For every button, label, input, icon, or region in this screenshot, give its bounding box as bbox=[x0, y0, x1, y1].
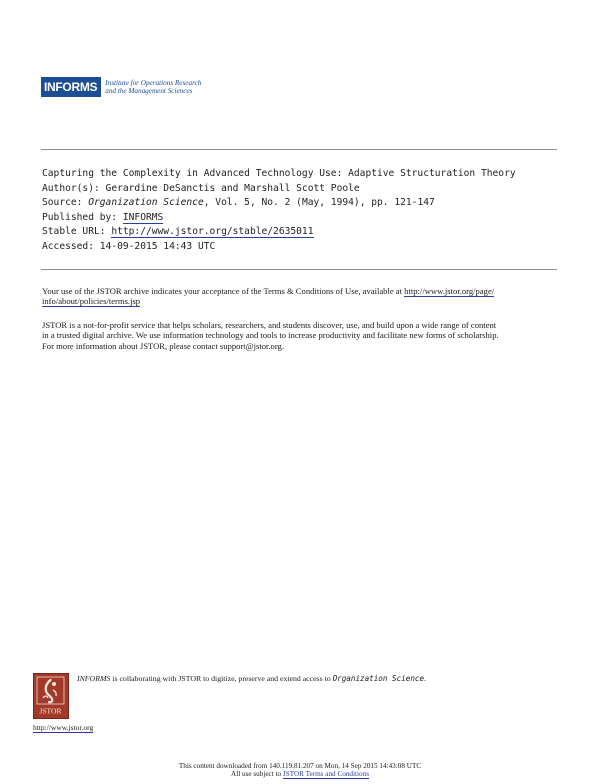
publisher-link[interactable]: INFORMS bbox=[122, 211, 164, 223]
jstor-info-line3: For more information about JSTOR, please contact support@jstor.org. bbox=[42, 340, 284, 351]
source-row bbox=[42, 196, 557, 211]
jstor-seal-icon bbox=[34, 674, 67, 717]
middle-divider bbox=[41, 269, 557, 270]
publisher-row bbox=[42, 211, 557, 226]
terms-link-part2[interactable]: info/about/policies/terms.jsp bbox=[42, 296, 141, 307]
collab-org: INFORMS bbox=[77, 674, 111, 683]
stable-url-row bbox=[42, 225, 557, 240]
informs-logo-mark: INFORMS bbox=[41, 77, 101, 97]
download-footer: This content downloaded from 140.119.81.207 on Mon, 14 Sep 2015 14:43:08 UTC bbox=[178, 762, 422, 770]
collab-text: is collaborating with JSTOR to digitize, preserve and extend access to bbox=[110, 674, 333, 683]
terms-footer-link[interactable]: JSTOR Terms and Conditions bbox=[282, 770, 369, 778]
accessed-row bbox=[42, 240, 557, 255]
terms-text: Your use of the JSTOR archive indicates your acceptance of the Terms & Conditions of Use, available at bbox=[42, 286, 405, 296]
informs-logo-text bbox=[105, 79, 201, 96]
article-title: Capturing the Complexity in Advanced Technology Use: Adaptive Structuration Theory bbox=[42, 168, 516, 179]
informs-logo-line2: and the Management Sciences bbox=[105, 87, 193, 95]
terms-footer bbox=[0, 770, 600, 778]
jstor-info-paragraph bbox=[42, 320, 558, 351]
collab-end: . bbox=[424, 674, 426, 683]
authors-label: Author(s): bbox=[42, 182, 100, 194]
jstor-url-link[interactable]: http://www.jstor.org bbox=[33, 723, 94, 732]
jstor-logo bbox=[33, 673, 69, 719]
terms-footer-prefix: All use subject to bbox=[231, 770, 283, 778]
terms-paragraph bbox=[42, 286, 558, 307]
citation-block bbox=[42, 167, 557, 254]
terms-link-part1[interactable]: http://www.jstor.org/page/ bbox=[404, 286, 495, 296]
jstor-logo-text: JSTOR bbox=[39, 706, 62, 716]
jstor-info-line2: in a trusted digital archive. We use information technology and tools to increase productivity and facilitate new forms of scholarship. bbox=[42, 330, 499, 341]
authors-value: Gerardine DeSanctis and Marshall Scott Poole bbox=[105, 182, 360, 194]
informs-logo bbox=[41, 76, 201, 98]
source-journal: Organization Science bbox=[88, 197, 204, 208]
source-details: , Vol. 5, No. 2 (May, 1994), pp. 121-147 bbox=[203, 197, 435, 208]
source-label: Source: bbox=[42, 197, 83, 208]
authors-row bbox=[42, 182, 557, 197]
collaboration-note bbox=[77, 674, 426, 684]
stable-url-label: Stable URL: bbox=[42, 226, 106, 237]
collab-journal: Organization Science bbox=[332, 674, 425, 683]
top-divider bbox=[41, 149, 557, 150]
jstor-info-line1: JSTOR is a not-for-profit service that helps scholars, researchers, and students discover, use, and build upon a wide range of content bbox=[42, 320, 497, 330]
accessed-value: 14-09-2015 14:43 UTC bbox=[99, 240, 216, 252]
publisher-label: Published by: bbox=[42, 211, 118, 223]
informs-logo-line1: Institute for Operations Research bbox=[105, 78, 202, 87]
stable-url-link[interactable]: http://www.jstor.org/stable/2635011 bbox=[111, 226, 314, 237]
accessed-label: Accessed: bbox=[42, 240, 94, 252]
